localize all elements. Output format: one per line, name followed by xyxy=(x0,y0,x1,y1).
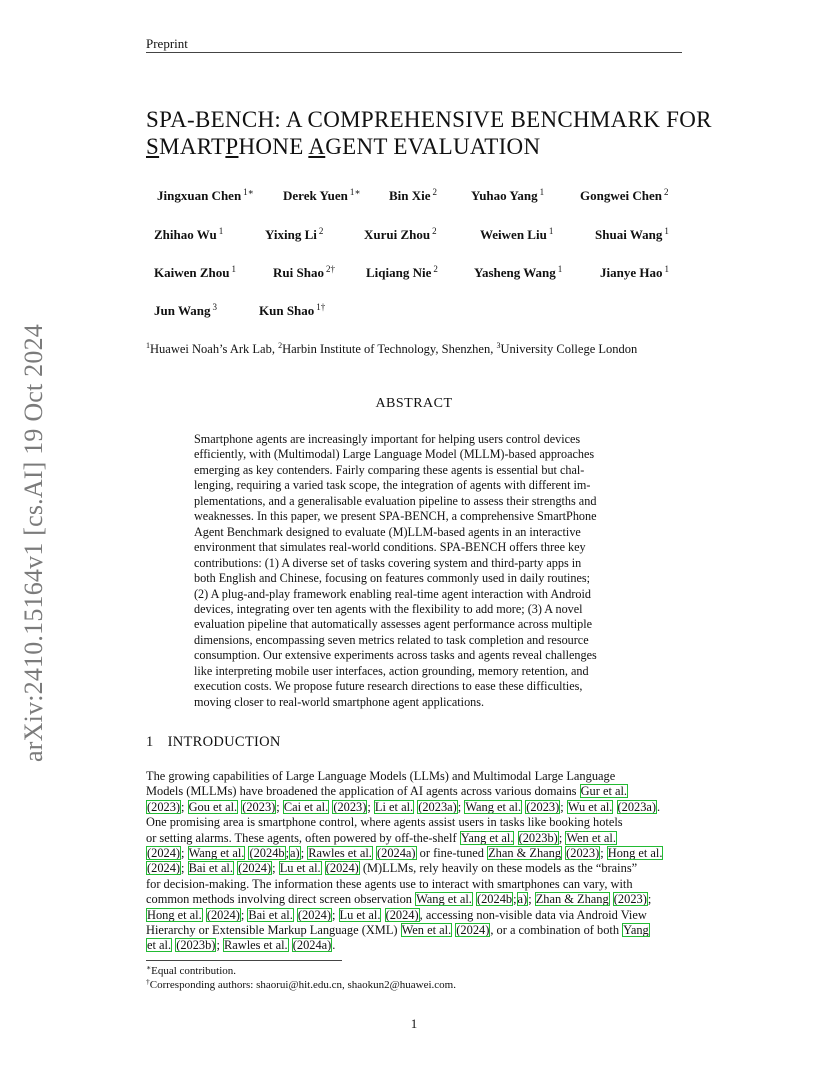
author: Rui Shao $^{2\dagger}$ xyxy=(273,264,335,280)
author: Kun Shao $^{1\dagger}$ xyxy=(259,302,326,318)
citation-link[interactable]: (2023b) xyxy=(518,830,558,845)
paper-title xyxy=(146,106,712,160)
footnote-rule xyxy=(146,960,342,961)
intro-text: ; xyxy=(240,907,248,922)
intro-text: ; xyxy=(285,846,290,861)
citation-link[interactable]: Wang et al. xyxy=(188,846,245,861)
citation-link[interactable]: (2024) xyxy=(385,907,419,922)
author: Yixing Li $^2$ xyxy=(265,226,324,242)
intro-text: ; xyxy=(181,861,188,876)
intro-line xyxy=(146,923,686,938)
intro-text: One promising area is smartphone control, where agents assist users in tasks like booking hotels xyxy=(146,815,623,830)
citation-link[interactable]: Hong et al. xyxy=(147,907,202,922)
abstract-line: (2) A plug-and-play framework enabling real-time agent interaction with Android xyxy=(194,586,591,601)
author: Kaiwen Zhou $^1$ xyxy=(154,264,236,280)
intro-text: ; xyxy=(647,892,652,907)
header-rule xyxy=(146,52,682,53)
citation-link[interactable]: a) xyxy=(517,892,528,907)
abstract-line: evaluation pipeline that automatically assesses agent performance across multiple xyxy=(194,617,592,632)
citation-link[interactable]: (2024b xyxy=(476,892,513,907)
intro-line xyxy=(146,877,686,892)
citation-link[interactable]: (2023a) xyxy=(418,799,457,814)
intro-text: or setting alarms. These agents, often powered by off-the-shelf xyxy=(146,830,460,845)
intro-text: Models (MLLMs) have broadened the application of AI agents across various domains xyxy=(146,784,580,799)
citation-link[interactable]: (2023) xyxy=(242,799,276,814)
intro-text: ; xyxy=(367,799,374,814)
author: Yasheng Wang $^1$ xyxy=(474,264,563,280)
section-title: INTRODUCTION xyxy=(167,734,281,750)
intro-text: or fine-tuned xyxy=(416,846,488,861)
citation-link[interactable]: Wen et al. xyxy=(566,830,616,845)
intro-text: , or a combination of both xyxy=(490,923,623,938)
citation-link[interactable]: Lu et al. xyxy=(279,861,321,876)
citation-link[interactable]: Hong et al. xyxy=(607,846,663,861)
citation-link[interactable]: Wen et al. xyxy=(401,923,452,938)
citation-link[interactable]: (2024) xyxy=(456,923,490,938)
author: Jun Wang $^3$ xyxy=(154,302,217,318)
arxiv-identifier[interactable]: arXiv:2410.15164v1 [cs.AI] 19 Oct 2024 xyxy=(19,324,48,762)
citation-link[interactable]: Zhan & Zhang xyxy=(488,846,562,861)
author: Jingxuan Chen $^{1∗}$ xyxy=(157,187,254,203)
citation-link[interactable]: Gou et al. xyxy=(188,799,238,814)
abstract-line: Smartphone agents are increasingly important for helping users control devices xyxy=(194,432,581,446)
citation-link[interactable]: et al. xyxy=(147,938,172,953)
page-number: 1 xyxy=(410,1016,418,1031)
abstract-line: efficiently, with (Multimodal) Large Language Model (MLLM)-based approaches xyxy=(194,447,595,462)
citation-link[interactable]: (2023) xyxy=(526,799,560,814)
citation-link[interactable]: Yang et al. xyxy=(460,830,514,845)
abstract-line: weaknesses. In this paper, we present SPA-BENCH, a comprehensive SmartPhone xyxy=(194,509,597,524)
intro-text: The growing capabilities of Large Language Models (LLMs) and Multimodal Large Language xyxy=(146,769,616,783)
intro-text: ; xyxy=(181,846,188,861)
author: Liqiang Nie $^2$ xyxy=(366,264,438,280)
citation-link[interactable]: Wang et al. xyxy=(465,799,522,814)
title-line-1: SPA-BENCH: A COMPREHENSIVE BENCHMARK FOR xyxy=(146,107,712,132)
intro-line xyxy=(146,892,686,907)
citation-link[interactable]: Wu et al. xyxy=(567,799,613,814)
citation-link[interactable]: (2024) xyxy=(325,861,359,876)
abstract-line: lenging, requiring a varied task scope, the integration of agents with different im- xyxy=(194,478,591,493)
intro-line xyxy=(146,908,686,923)
citation-link[interactable]: Li et al. xyxy=(374,799,414,814)
citation-link[interactable]: Cai et al. xyxy=(283,799,329,814)
author: Gongwei Chen $^2$ xyxy=(580,187,669,203)
intro-text: ; xyxy=(181,799,188,814)
section-heading xyxy=(146,734,281,751)
intro-line xyxy=(146,861,686,876)
citation-link[interactable]: a) xyxy=(290,846,300,861)
author: Zhihao Wu $^1$ xyxy=(154,226,224,242)
author: Bin Xie $^2$ xyxy=(389,187,438,203)
citation-link[interactable]: Lu et al. xyxy=(339,907,381,922)
author: Xurui Zhou $^2$ xyxy=(364,226,437,242)
intro-text: ; xyxy=(513,892,517,907)
intro-text: . xyxy=(332,938,336,953)
citation-link[interactable]: (2024) xyxy=(238,861,272,876)
intro-text: ; xyxy=(600,846,607,861)
citation-link[interactable]: Bai et al. xyxy=(188,861,233,876)
citation-link[interactable]: Wang et al. xyxy=(416,892,472,907)
abstract-line: both English and Chinese, focusing on features commonly used in daily routines; xyxy=(194,571,591,586)
author: Yuhao Yang $^1$ xyxy=(471,187,545,203)
citation-link[interactable]: (2023) xyxy=(613,892,647,907)
intro-text: ; xyxy=(560,799,567,814)
intro-line xyxy=(146,800,686,815)
abstract-line: moving closer to real-world smartphone agent applications. xyxy=(194,694,485,709)
intro-text: (M)LLMs, rely heavily on these models as the “brains” xyxy=(359,861,638,876)
intro-text: ; xyxy=(331,907,339,922)
citation-link[interactable]: (2023) xyxy=(333,799,367,814)
citation-link[interactable]: Yang xyxy=(623,923,649,938)
citation-link[interactable]: Bai et al. xyxy=(248,907,293,922)
affiliations: $^1$Huawei Noah’s Ark Lab, $^2$Harbin Institute of Technology, Shenzhen, $^3$University College London xyxy=(146,341,638,356)
intro-text: ; xyxy=(300,846,308,861)
intro-text: ; xyxy=(457,799,465,814)
intro-text: , accessing non-visible data via Android View xyxy=(419,907,647,922)
running-header: Preprint xyxy=(146,36,188,51)
citation-link[interactable]: (2024b xyxy=(249,846,285,861)
citation-link[interactable]: (2023b) xyxy=(176,938,216,953)
author: Weiwen Liu $^1$ xyxy=(480,226,554,242)
citation-link[interactable]: (2024a) xyxy=(292,938,332,953)
intro-text: for decision-making. The information these agents use to interact with smartphones can vary, with xyxy=(146,876,633,891)
intro-text: ; xyxy=(528,892,535,907)
intro-text: . xyxy=(657,799,661,814)
intro-text: ; xyxy=(558,830,566,845)
abstract-line: consumption. Our extensive experiments across tasks and agents reveal challenges xyxy=(194,648,597,663)
section-number: 1 xyxy=(146,734,154,750)
citation-link[interactable]: (2024) xyxy=(206,907,240,922)
citation-link[interactable]: (2024) xyxy=(147,861,181,876)
author: Derek Yuen $^{1∗}$ xyxy=(283,187,361,203)
citation-link[interactable]: (2024) xyxy=(147,846,181,861)
abstract-line: dimensions, encompassing seven metrics related to task completion and resource xyxy=(194,632,589,647)
citation-link[interactable]: Gur et al. xyxy=(580,784,628,799)
abstract-line: like interpreting mobile user interfaces, action grounding, memory retention, and xyxy=(194,663,589,678)
citation-link[interactable]: (2023a) xyxy=(617,799,657,814)
intro-line xyxy=(146,846,686,861)
author: Jianye Hao $^1$ xyxy=(600,264,669,280)
title-line-2: SMARTPHONE AGENT EVALUATION xyxy=(146,134,541,159)
abstract-line: contributions: (1) A diverse set of tasks covering system and third-party apps in xyxy=(194,555,582,570)
abstract-heading: ABSTRACT xyxy=(375,396,453,411)
citation-link[interactable]: (2023) xyxy=(566,846,600,861)
footnote: †Corresponding authors: shaorui@hit.edu.cn, shaokun2@huawei.com. xyxy=(146,977,456,991)
citation-link[interactable]: Rawles et al. xyxy=(308,846,372,861)
abstract-line: emerging as key contenders. Fairly comparing these agents is essential but chal- xyxy=(194,462,585,477)
intro-line xyxy=(146,815,686,830)
intro-text: ; xyxy=(216,938,223,953)
citation-link[interactable]: Zhan & Zhang xyxy=(535,892,609,907)
abstract-line: execution costs. We propose future research directions to ease these difficulties, xyxy=(194,679,583,694)
citation-link[interactable]: (2024a) xyxy=(377,846,416,861)
introduction-body xyxy=(146,769,686,954)
citation-link[interactable]: Rawles et al. xyxy=(223,938,288,953)
intro-line xyxy=(146,938,686,953)
abstract-line: plementations, and a generalisable evaluation pipeline to assess their strengths and xyxy=(194,493,597,508)
intro-line xyxy=(146,831,686,846)
abstract-line: devices, integrating over ten agents with the flexibility to add more; (3) A novel xyxy=(194,601,583,616)
intro-line xyxy=(146,784,686,799)
citation-link[interactable]: (2024) xyxy=(297,907,331,922)
intro-text: ; xyxy=(276,799,283,814)
intro-text: common methods involving direct screen observation xyxy=(146,892,416,907)
author: Shuai Wang $^1$ xyxy=(595,226,669,242)
abstract-line: environment that simulates real-world conditions. SPA-BENCH offers three key xyxy=(194,540,586,555)
abstract-line: Agent Benchmark designed to evaluate (M)LLM-based agents in an interactive xyxy=(194,524,581,539)
abstract-body xyxy=(194,432,634,710)
footnote: ∗Equal contribution. xyxy=(146,963,237,977)
intro-line xyxy=(146,769,686,784)
intro-text: Hierarchy or Extensible Markup Language (XML) xyxy=(146,923,401,938)
intro-text: ; xyxy=(272,861,279,876)
citation-link[interactable]: (2023) xyxy=(147,799,181,814)
